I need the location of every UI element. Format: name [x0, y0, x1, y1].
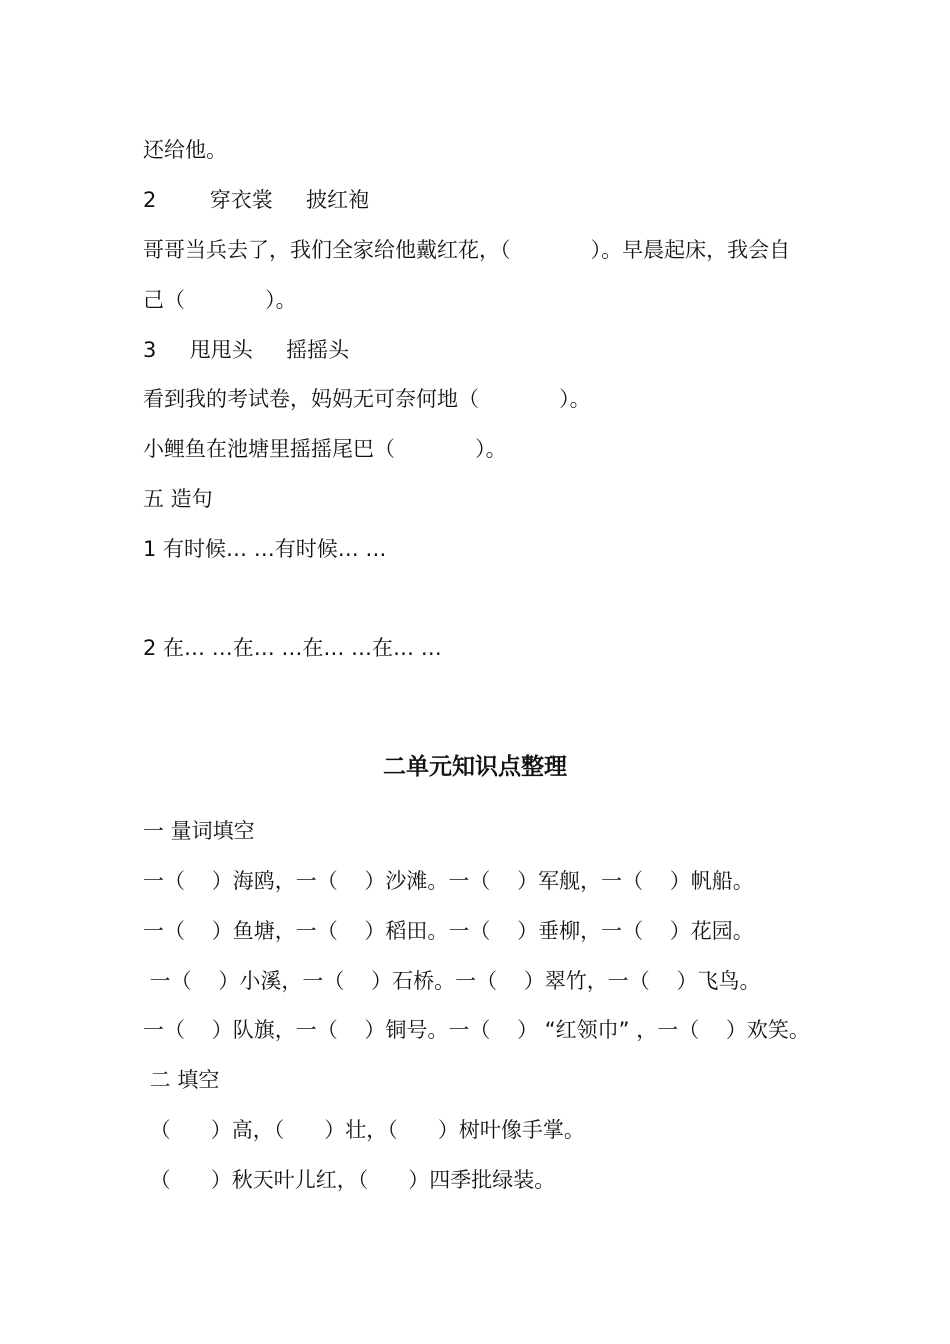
- top-line-8: 五 造句: [143, 487, 213, 511]
- top-line-7: 小鲤鱼在池塘里摇摇尾巴（ ）。: [143, 437, 507, 461]
- top-line-4: 己（ ）。: [143, 288, 297, 312]
- top-line-2: 2 穿衣裳 披红袍: [143, 188, 370, 212]
- measure-row-2: 一（ ）鱼塘，一（ ）稻田。一（ ）垂柳，一（ ）花园。: [143, 919, 754, 943]
- section-1-heading: 一 量词填空: [143, 819, 255, 843]
- fill-row-2: （ ）秋天叶儿红，（ ）四季批绿装。: [143, 1168, 556, 1192]
- unit-two-title: 二单元知识点整理: [383, 754, 567, 780]
- top-line-9: 1 有时候… …有时候… …: [143, 537, 387, 561]
- top-line-1: 还给他。: [143, 138, 227, 162]
- measure-row-3: 一（ ）小溪，一（ ）石桥。一（ ）翠竹，一（ ）飞鸟。: [143, 969, 761, 993]
- top-line-5: 3 甩甩头 摇摇头: [143, 338, 350, 362]
- top-line-10: 2 在… …在… …在… …在… …: [143, 636, 442, 660]
- top-line-3: 哥哥当兵去了，我们全家给他戴红花，（ ）。早晨起床，我会自: [143, 238, 791, 262]
- top-line-6: 看到我的考试卷，妈妈无可奈何地（ ）。: [143, 387, 591, 411]
- section-2-heading: 二 填空: [143, 1068, 220, 1092]
- fill-row-1: （ ）高，（ ）壮，（ ）树叶像手掌。: [143, 1118, 585, 1142]
- measure-row-1: 一（ ）海鸥，一（ ）沙滩。一（ ）军舰，一（ ）帆船。: [143, 869, 754, 893]
- measure-row-4: 一（ ）队旗，一（ ）铜号。一（ ） “红领巾” ，一（ ）欢笑。: [143, 1018, 810, 1042]
